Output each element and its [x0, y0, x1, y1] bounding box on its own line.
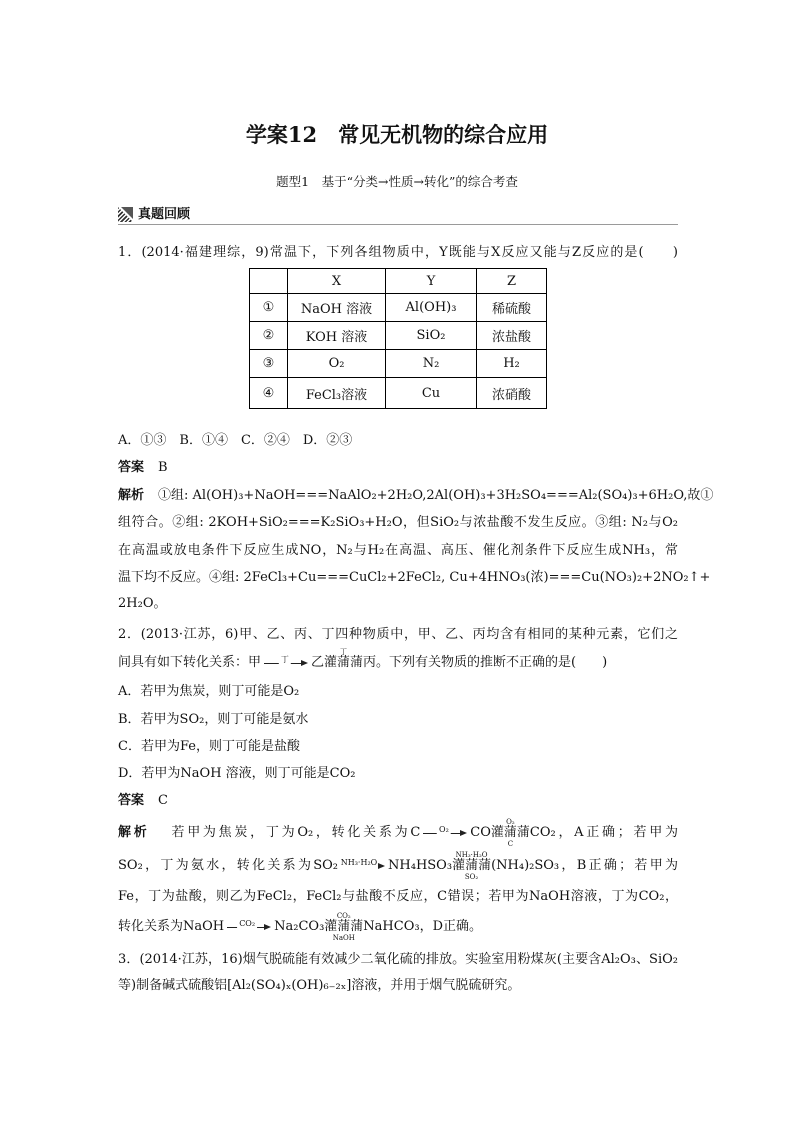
q1-analysis-line: 2H₂O。 — [118, 596, 167, 611]
equilibrium-arrow-glyphs — [490, 818, 530, 848]
q2-stem-line — [118, 648, 678, 673]
analysis-label: 解析 — [118, 825, 150, 840]
equilibrium-bottom-label: C — [507, 840, 514, 848]
analysis-text: ①组: Al(OH)₃+NaOH===NaAlO₂+2H₂O,2Al(OH)₃+3H₂SO₄===Al₂(SO₄)₃+6H₂O,故① — [158, 488, 714, 503]
table-cell: ② — [250, 322, 288, 350]
q2-option-a: A．若甲为焦炭，则丁可能是O₂ — [118, 684, 300, 699]
analysis-label: 解析 — [118, 488, 145, 503]
equilibrium-text: 灌蒲蒲 — [490, 825, 530, 840]
table-cell: NaOH 溶液 — [288, 294, 386, 322]
q2-option-d: D．若甲为NaOH 溶液，则丁可能是CO₂ — [118, 766, 356, 781]
equilibrium-text: 灌蒲蒲 — [452, 858, 492, 873]
answer-value: C — [158, 793, 168, 808]
table-cell: ④ — [250, 378, 288, 409]
table-cell: Al(OH)₃ — [386, 294, 477, 322]
analysis-text: 转化关系为NaOH — [118, 919, 225, 934]
analysis-text: 若甲为焦炭，丁为O₂，转化关系为C — [171, 825, 421, 840]
q1-analysis-line: 温下均不反应。④组: 2FeCl₃+Cu===CuCl₂+2FeCl₂, Cu+4HNO₃(浓)===Cu(NO₃)₂+2NO₂↑+ — [118, 570, 711, 585]
reaction-arrow — [423, 823, 467, 843]
page-subtitle: 题型1 基于“分类→性质→转化”的综合考查 — [276, 174, 518, 189]
q1-stem: 1．(2014·福建理综，9)常温下，下列各组物质中，Y既能与X反应又能与Z反应的是( ) — [118, 245, 678, 260]
equilibrium-arrow-glyphs — [324, 648, 364, 673]
table-cell: SiO₂ — [386, 322, 477, 350]
q2-option-c: C．若甲为Fe，则丁可能是盐酸 — [118, 739, 300, 754]
table-header-y: Y — [386, 269, 477, 294]
table-cell: ① — [250, 294, 288, 322]
q2-option-b: B．若甲为SO₂，则丁可能是氨水 — [118, 712, 309, 727]
q1-options: A．①③ B．①④ C．②④ D．②③ — [118, 433, 353, 448]
equilibrium-top-label: NH₃·H₂O — [455, 851, 488, 859]
table-cell: 稀硫酸 — [477, 294, 547, 322]
q1-analysis-line: 组符合。②组: 2KOH+SiO₂===K₂SiO₃+H₂O，但SiO₂与浓盐酸不发生反应。③组: N₂与O₂ — [118, 515, 678, 530]
table-row — [250, 322, 547, 350]
q2-answer — [118, 791, 678, 811]
analysis-text: CO — [470, 825, 491, 840]
table-header-x: X — [288, 269, 386, 294]
analysis-text: (NH₄)₂SO₃，B正确；若甲为 — [491, 858, 678, 873]
reaction-arrow — [264, 653, 308, 673]
section-divider — [118, 224, 678, 225]
arrow-condition-label: O₂ — [439, 825, 449, 834]
equilibrium-text: 灌蒲蒲 — [324, 919, 364, 934]
analysis-text: CO₂，A正确；若甲为 — [529, 825, 678, 840]
table-cell: N₂ — [386, 350, 477, 378]
table-row — [250, 294, 547, 322]
reaction-arrow — [227, 917, 271, 937]
equilibrium-text: 灌蒲蒲 — [324, 655, 364, 670]
equilibrium-top-label: O₂ — [506, 818, 515, 826]
q2-analysis-line — [118, 818, 678, 848]
answer-value: B — [158, 460, 168, 475]
table-cell: 浓硝酸 — [477, 378, 547, 409]
table-cell: Cu — [386, 378, 477, 409]
q3-stem-line: 3．(2014·江苏，16)烟气脱硫能有效减少二氧化硫的排放。实验室用粉煤灰(主要含Al₂O₃、SiO₂ — [118, 952, 678, 967]
table-cell: 浓盐酸 — [477, 322, 547, 350]
equilibrium-arrow-glyphs — [452, 851, 492, 881]
table-cell: H₂ — [477, 350, 547, 378]
analysis-text: SO₂，丁为氨水，转化关系为SO₂ — [118, 858, 339, 873]
q1-table — [249, 268, 547, 409]
q1-analysis-line — [118, 486, 714, 506]
answer-label: 答案 — [118, 460, 145, 475]
stem-text: 间具有如下转化关系：甲 — [118, 655, 262, 670]
equilibrium-bottom-label: SO₂ — [464, 873, 479, 881]
answer-label: 答案 — [118, 793, 145, 808]
arrow-condition-label: CO₂ — [239, 919, 256, 928]
table-corner-cell — [250, 269, 288, 294]
stem-text: 乙 — [311, 655, 325, 670]
analysis-text: NaHCO₃，D正确。 — [363, 919, 482, 934]
q1-answer — [118, 458, 678, 478]
section-heading: 真题回顾 — [138, 207, 191, 222]
q2-stem-line: 2．(2013·江苏，6)甲、乙、丙、丁四种物质中，甲、乙、丙均含有相同的某种元素，它们之 — [118, 627, 678, 642]
equilibrium-top-label: CO₂ — [336, 912, 351, 920]
q3-stem-line: 等)制备碱式硫酸铝[Al₂(SO₄)ₓ(OH)₆₋₂ₓ]溶液，并用于烟气脱硫研究。 — [118, 978, 521, 993]
equilibrium-arrow-glyphs — [324, 912, 364, 942]
analysis-text: Na₂CO₃ — [274, 919, 325, 934]
analysis-text: NH₄HSO₃ — [388, 858, 453, 873]
q2-analysis-line — [118, 912, 678, 942]
q2-analysis-line — [118, 851, 678, 881]
table-row — [250, 378, 547, 409]
table-cell: FeCl₃溶液 — [288, 378, 386, 409]
table-cell: ③ — [250, 350, 288, 378]
table-header-z: Z — [477, 269, 547, 294]
table-row — [250, 350, 547, 378]
arrow-condition-label: NH₃·H₂O — [340, 858, 378, 867]
equilibrium-top-label: 丁 — [340, 648, 348, 656]
table-cell: KOH 溶液 — [288, 322, 386, 350]
arrow-condition-label: 丁 — [280, 655, 289, 664]
page-title: 学案12 常见无机物的综合应用 — [245, 122, 549, 147]
q1-analysis-line: 在高温或放电条件下反应生成NO，N₂与H₂在高温、高压、催化剂条件下反应生成NH₃，常 — [118, 543, 678, 558]
stem-text: 丙。下列有关物质的推断不正确的是( ) — [363, 655, 608, 670]
table-header-row — [250, 269, 547, 294]
table-cell: O₂ — [288, 350, 386, 378]
q2-analysis-line: Fe，丁为盐酸，则乙为FeCl₂，FeCl₂与盐酸不反应，C错误；若甲为NaOH溶液，丁为CO₂， — [118, 889, 678, 904]
equilibrium-bottom-label: NaOH — [332, 934, 355, 942]
reaction-arrow — [341, 856, 385, 876]
